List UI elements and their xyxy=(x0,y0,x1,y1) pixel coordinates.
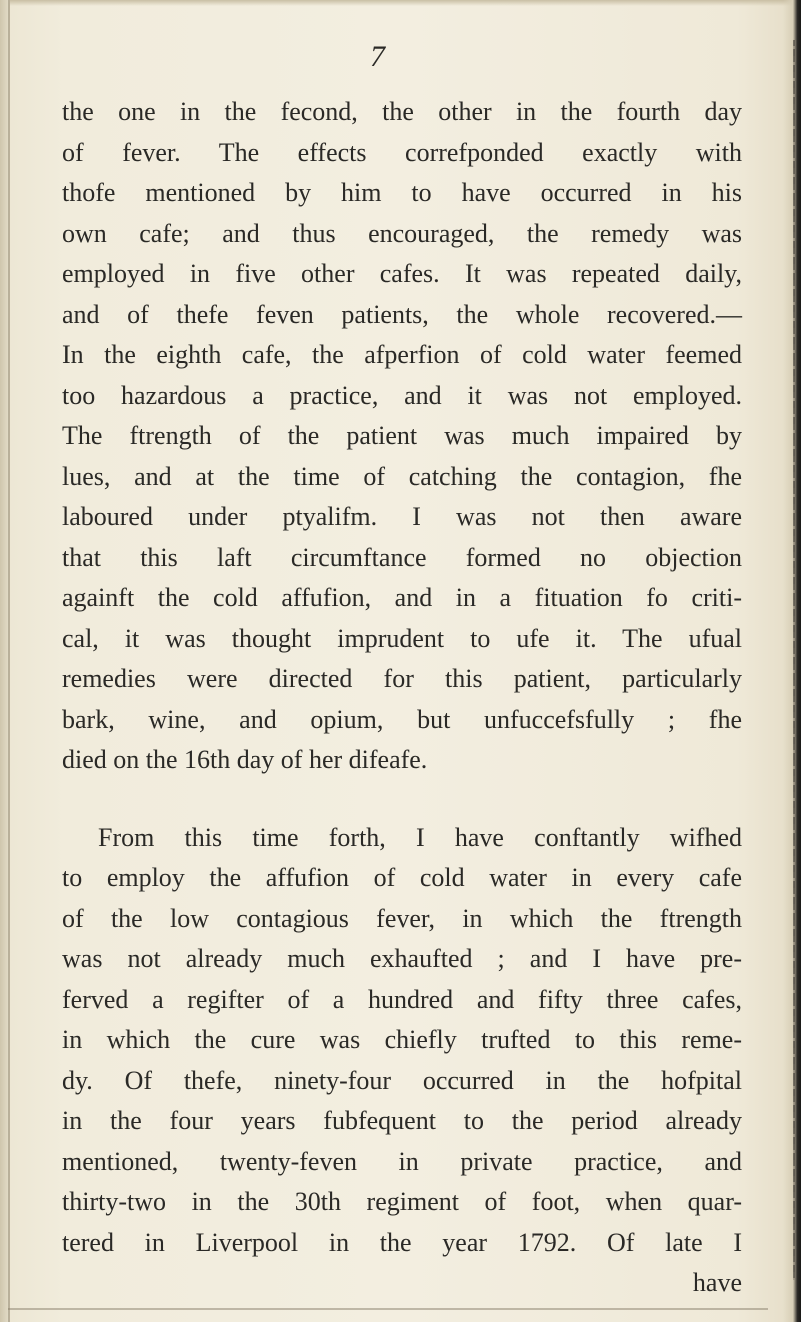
text-line: was not already much exhaufted ; and I have pre- xyxy=(62,944,742,973)
text-line: lues, and at the time of catching the contagion, fhe xyxy=(62,461,742,491)
left-page-edge xyxy=(8,0,10,1322)
text-line: ferved a regifter of a hundred and fifty three cafes, xyxy=(62,984,742,1014)
text-line: in the four years fubfequent to the period already xyxy=(62,1106,742,1135)
paragraph-1 xyxy=(62,92,742,781)
page-number: 7 xyxy=(370,40,385,73)
paragraph-spacer xyxy=(62,781,742,818)
text-line: of the low contagious fever, in which the ftrength xyxy=(62,903,742,933)
bottom-page-edge xyxy=(8,1308,768,1310)
text-line: the one in the fecond, the other in the fourth day xyxy=(62,97,742,126)
text-line: dy. Of thefe, ninety-four occurred in the hofpital xyxy=(62,1065,742,1095)
text-line: The ftrength of the patient was much impaired by xyxy=(62,421,742,450)
text-line: in which the cure was chiefly trufted to this reme- xyxy=(62,1025,742,1054)
text-line: From this time forth, I have conftantly wifhed xyxy=(98,822,742,852)
text-line: employed in five other cafes. It was repeated daily, xyxy=(62,259,742,288)
text-line: laboured under ptyalifm. I was not then aware xyxy=(62,502,742,531)
text-line: to employ the affufion of cold water in every cafe xyxy=(62,863,742,892)
text-line: that this laft circumftance formed no objection xyxy=(62,542,742,572)
text-line: In the eighth cafe, the afperfion of cold water feemed xyxy=(62,340,742,369)
binding-edge xyxy=(793,40,795,1280)
text-line: too hazardous a practice, and it was not employed. xyxy=(62,380,742,410)
top-shadow xyxy=(0,0,801,6)
text-line: of fever. The effects correfponded exactly with xyxy=(62,137,742,167)
right-page-edge xyxy=(783,0,801,1322)
paragraph-2 xyxy=(62,818,742,1304)
text-line: and of thefe feven patients, the whole recovered.— xyxy=(62,299,742,329)
catchword: have xyxy=(692,1268,742,1297)
text-line: thirty-two in the 30th regiment of foot, when quar- xyxy=(62,1187,742,1216)
text-line: cal, it was thought imprudent to ufe it. The ufual xyxy=(62,623,742,653)
text-line: died on the 16th day of her difeafe. xyxy=(62,745,428,774)
text-line: mentioned, twenty-feven in private practice, and xyxy=(62,1146,742,1176)
text-line: own cafe; and thus encouraged, the remedy was xyxy=(62,218,742,248)
body-text xyxy=(62,92,742,1304)
text-line: remedies were directed for this patient, particularly xyxy=(62,664,742,693)
text-line: tered in Liverpool in the year 1792. Of late I xyxy=(62,1227,742,1257)
text-line: againft the cold affufion, and in a fituation fo criti- xyxy=(62,583,742,612)
text-line: thofe mentioned by him to have occurred in his xyxy=(62,178,742,207)
text-line: bark, wine, and opium, but unfuccefsfully ; fhe xyxy=(62,704,742,734)
